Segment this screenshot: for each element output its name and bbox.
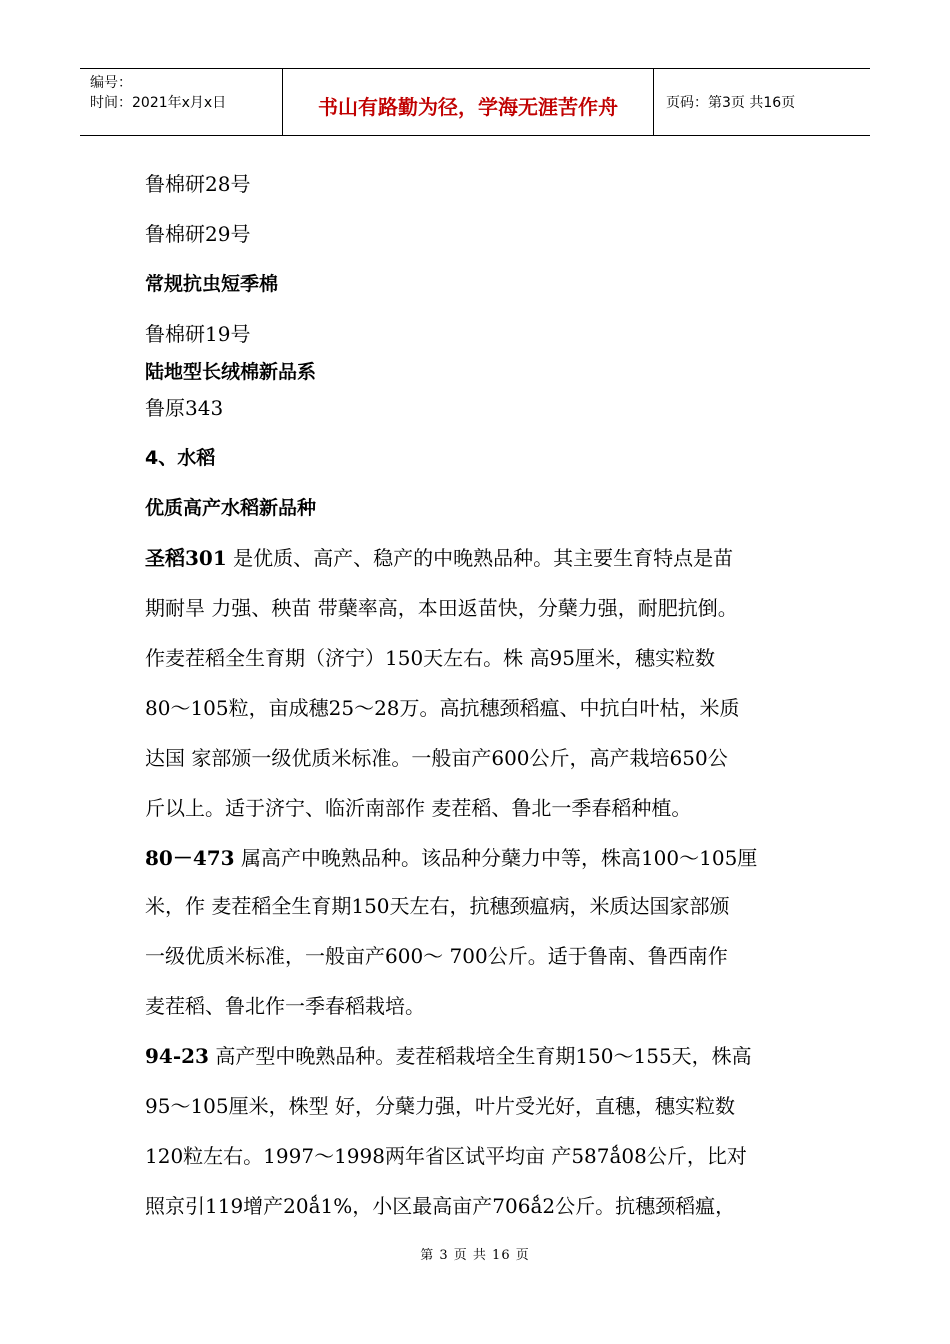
section-heading: 常规抗虫短季棉 [145,273,279,295]
paragraph-line: 期耐旱 力强、秧苗 带蘖率高，本田返苗快，分蘖力强，耐肥抗倒。 [145,596,738,620]
header-center-cell [282,69,654,135]
header-left-cell [80,69,282,135]
paragraph-text: 属高产中晚熟品种。该品种分蘖力中等，株高100～105厘 [234,846,758,870]
section-heading: 优质高产水稻新品种 [145,497,317,519]
variety-line: 鲁棉研29号 [145,222,251,246]
paragraph-line: 达国 家部颁一级优质米标准。一般亩产600公斤，高产栽培650公 [145,746,728,770]
paragraph-line [145,846,757,870]
paragraph-line [145,546,733,570]
section-heading: 4、水稻 [145,447,216,469]
variety-name: 94-23 [145,1044,209,1068]
page-footer: 第 3 页 共 16 页 [420,1248,530,1263]
paragraph-line: 一级优质米标准，一般亩产600～ 700公斤。适于鲁南、鲁西南作 [145,944,728,968]
variety-line: 鲁棉研28号 [145,172,251,196]
number-label: 编号： [90,75,132,91]
header-right-cell [654,69,870,135]
paragraph-line: 麦茬稻、鲁北作一季春稻栽培。 [145,994,425,1018]
variety-name: 80－473 [145,846,235,870]
motto-text: 书山有路勤为径，学海无涯苦作舟 [318,95,618,119]
variety-line: 鲁棉研19号 [145,322,251,346]
variety-line: 鲁原343 [145,396,224,420]
paragraph-text: 高产型中晚熟品种。麦茬稻栽培全生育期150～155天，株高 [208,1044,752,1068]
page-info: 页码：第3页 共16页 [666,95,796,111]
paragraph-line: 米，作 麦茬稻全生育期150天左右，抗穗颈瘟病，米质达国家部颁 [145,894,730,918]
paragraph-line: 作麦茬稻全生育期（济宁）150天左右。株 高95厘米，穗实粒数 [145,646,715,670]
time-label: 时间：2021年x月x日 [90,95,227,111]
variety-name: 圣稻301 [145,546,227,570]
paragraph-line: 照京引119增产20ǻ1%，小区最高亩产706ǻ2公斤。抗穗颈稻瘟， [145,1194,736,1218]
paragraph-line [145,1044,752,1068]
document-header [80,68,870,136]
paragraph-line: 斤以上。适于济宁、临沂南部作 麦茬稻、鲁北一季春稻种植。 [145,796,692,820]
paragraph-line: 95～105厘米，株型 好，分蘖力强，叶片受光好，直穗，穗实粒数 [145,1094,735,1118]
section-heading: 陆地型长绒棉新品系 [145,361,317,383]
paragraph-text: 是优质、高产、稳产的中晚熟品种。其主要生育特点是苗 [226,546,734,570]
paragraph-line: 80～105粒，亩成穗25～28万。高抗穗颈稻瘟、中抗白叶枯，米质 [145,696,740,720]
paragraph-line: 120粒左右。1997～1998两年省区试平均亩 产587ǻ08公斤，比对 [145,1144,747,1168]
